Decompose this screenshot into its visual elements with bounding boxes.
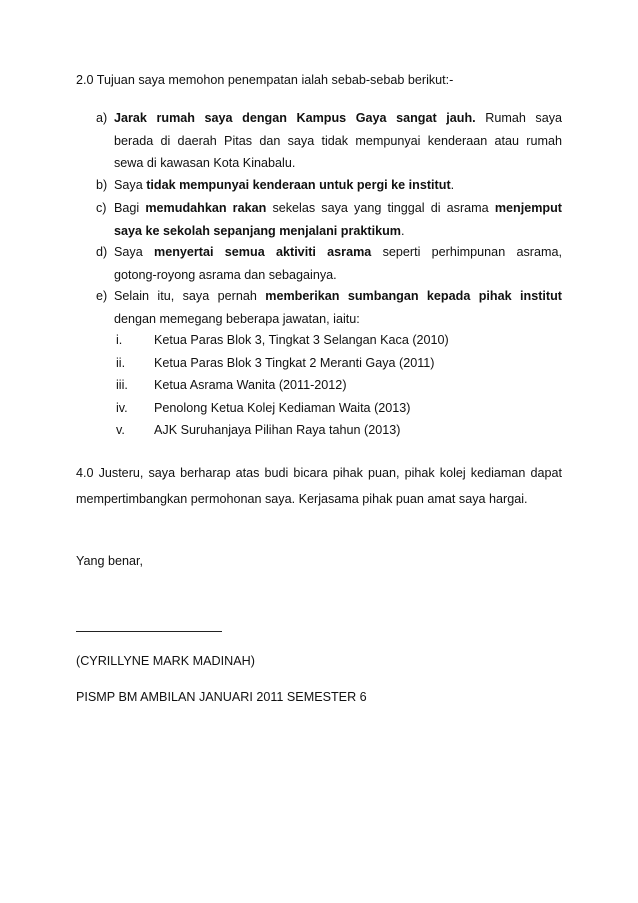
item-d-bold: menyertai semua aktiviti asrama	[154, 245, 372, 259]
item-a-rest: Rumah saya	[475, 111, 562, 125]
item-d-pre: Saya	[114, 245, 154, 259]
list-item-a	[96, 107, 562, 175]
item-c-bold2: menjemput	[494, 201, 562, 215]
roman-marker: ii.	[116, 356, 126, 370]
roman-marker: iii.	[116, 378, 128, 392]
item-e-bold: memberikan sumbangan kepada pihak institut	[265, 289, 562, 303]
item-b-pre: Saya	[114, 178, 147, 192]
item-b-post: .	[450, 178, 455, 192]
item-c-bold1: memudahkan rakan	[145, 201, 267, 215]
position-text: Ketua Paras Blok 3 Tingkat 2 Meranti Gaya (2011)	[154, 356, 435, 370]
list-marker: c)	[96, 201, 107, 215]
roman-marker: v.	[116, 423, 125, 437]
section-4-conclusion	[76, 460, 562, 512]
roman-marker: i.	[116, 333, 123, 347]
item-a-bold: Jarak rumah saya dengan Kampus Gaya sangat jauh.	[114, 111, 476, 125]
signature-line	[76, 625, 222, 632]
item-c-post: .	[401, 223, 405, 238]
item-d-line1	[114, 241, 562, 264]
item-c-mid: sekelas saya yang tinggal di asrama	[266, 201, 495, 215]
closing-salutation: Yang benar,	[76, 554, 143, 568]
item-a-line1	[114, 107, 562, 130]
list-item-e	[96, 285, 562, 330]
item-a-line3: sewa di kawasan Kota Kinabalu.	[114, 156, 296, 170]
item-c-line1	[114, 197, 562, 220]
section-2-intro: 2.0 Tujuan saya memohon penempatan ialah sebab-sebab berikut:-	[76, 73, 454, 87]
position-text: Penolong Ketua Kolej Kediaman Waita (2013)	[154, 401, 411, 415]
list-marker: d)	[96, 245, 108, 259]
conclusion-line2: mempertimbangkan permohonan saya. Kerjasama pihak puan amat saya hargai.	[76, 492, 528, 506]
list-item-d	[96, 241, 562, 286]
signatory-name: (CYRILLYNE MARK MADINAH)	[76, 654, 255, 668]
item-d-line2: gotong-royong asrama dan sebagainya.	[114, 267, 337, 282]
list-marker: a)	[96, 111, 108, 125]
conclusion-line1: 4.0 Justeru, saya berharap atas budi bicara pihak puan, pihak kolej kediaman dapat	[76, 466, 562, 480]
list-marker: b)	[96, 178, 108, 192]
item-c-pre: Bagi	[114, 201, 146, 215]
list-marker: e)	[96, 289, 108, 303]
item-b-line1	[114, 174, 562, 197]
signatory-programme: PISMP BM AMBILAN JANUARI 2011 SEMESTER 6	[76, 690, 367, 704]
item-b-bold: tidak mempunyai kenderaan untuk pergi ke institut	[146, 178, 451, 192]
item-e-line1	[114, 285, 562, 308]
item-e-line2: dengan memegang beberapa jawatan, iaitu:	[114, 311, 360, 326]
roman-marker: iv.	[116, 401, 128, 415]
item-d-rest: seperti perhimpunan asrama,	[371, 245, 562, 259]
item-e-pre: Selain itu, saya pernah	[114, 289, 266, 303]
position-text: AJK Suruhanjaya Pilihan Raya tahun (2013)	[154, 423, 401, 437]
position-text: Ketua Asrama Wanita (2011-2012)	[154, 378, 347, 392]
position-text: Ketua Paras Blok 3, Tingkat 3 Selangan Kaca (2010)	[154, 333, 449, 347]
item-c-bold3: saya ke sekolah sepanjang menjalani praktikum	[114, 223, 401, 238]
list-item-c	[96, 197, 562, 242]
list-item-b	[96, 174, 562, 197]
item-a-line2: berada di daerah Pitas dan saya tidak mempunyai kenderaan atau rumah	[114, 133, 562, 148]
item-c-line2	[114, 220, 562, 243]
